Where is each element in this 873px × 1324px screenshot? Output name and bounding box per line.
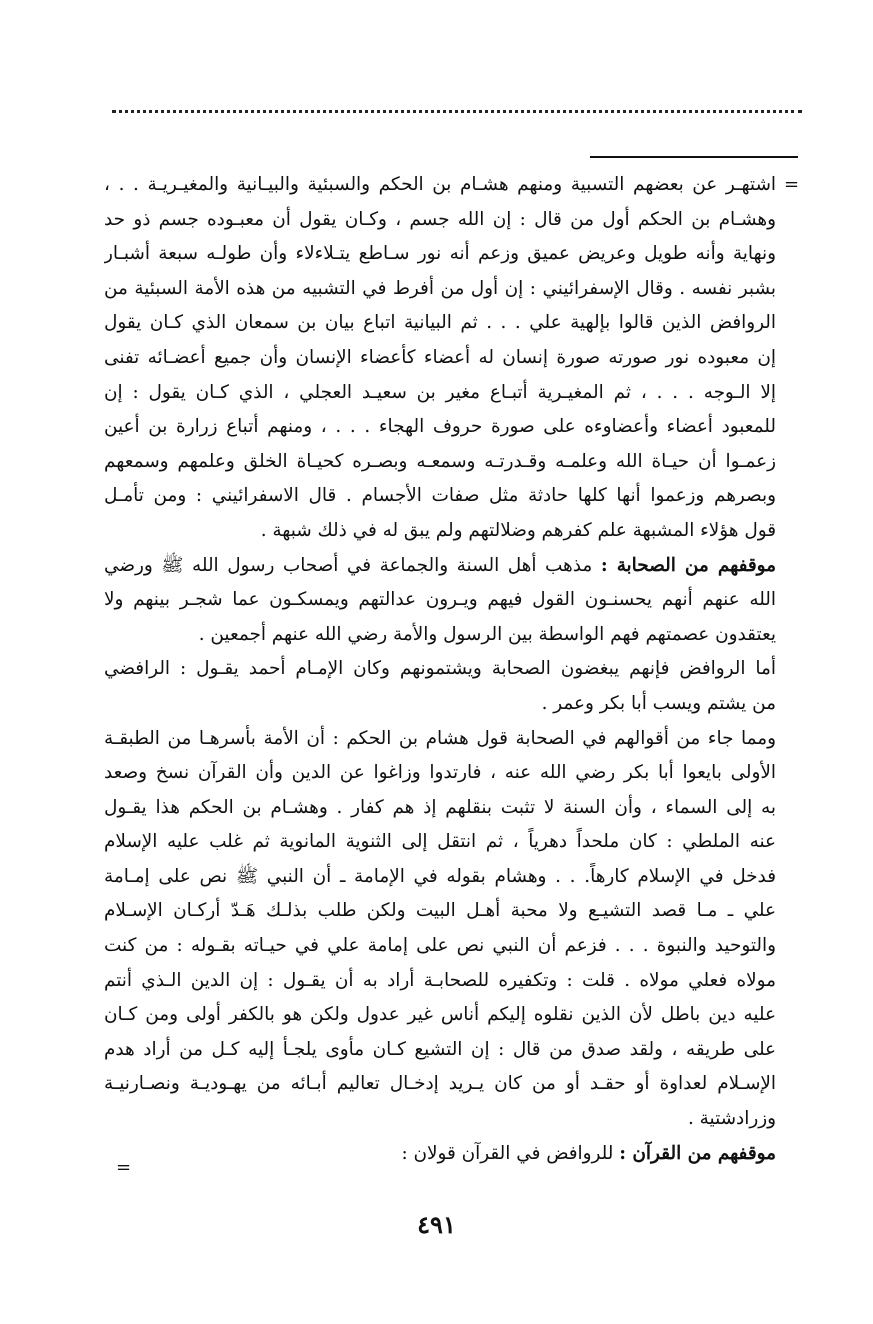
line-text: مذهب أهل السنة والجماعة في أصحاب رسول الله ﷺ ورضي	[104, 554, 601, 576]
section-heading: موقفهم من الصحابة :	[600, 554, 776, 576]
line-text: وزرادشتية .	[687, 1108, 776, 1130]
text-line	[104, 894, 776, 929]
text-line	[104, 168, 776, 203]
line-text: إلا الـوجه . . . ، ثم المغيـرية أتبـاع مغير بن سعيـد العجلي ، الذي كـان يقول : إن	[104, 381, 776, 403]
footnote-body-text	[104, 168, 776, 1171]
text-line	[104, 860, 776, 895]
page-number: ٤٩١	[417, 1210, 456, 1239]
text-line	[104, 756, 776, 791]
line-text: الإسـلام لعداوة أو حقـد أو من كان يـريد إدخـال تعاليم أبـائه من يهـوديـة ونصـارنيـة	[104, 1073, 776, 1095]
text-line	[104, 1067, 776, 1102]
text-line	[104, 652, 776, 687]
text-line	[104, 549, 776, 584]
header-dotted-rule	[112, 110, 802, 133]
line-text: من يشتم ويسب أبا بكر وعمر .	[541, 692, 776, 714]
line-text: وهشـام بن الحكم أول من قال : إن الله جسم ، وكـان يقول أن معبـوده جسم ذو حد	[104, 208, 776, 230]
line-text: الروافض الذين قالوا بإلهية علي . . . ثم البيانية اتباع بيان بن سمعان الذي كـان يقول	[104, 312, 776, 334]
text-line	[104, 376, 776, 411]
continuation-marker-top: =	[784, 174, 800, 195]
line-text: إن معبوده نور صورته صورة إنسان له أعضاء كأعضاء الإنسان وأن جميع أعضـائه تفنى	[104, 346, 776, 368]
line-text: والتوحيد والنبوة . . . فزعم أن النبي نص على إمامة علي في حيـاته بقـوله : من كنت	[104, 935, 776, 957]
text-line	[104, 618, 776, 653]
line-text: مولاه فعلي مولاه . قلت : وتكفيره للصحابـة أراد به أن يقـول : إن الدين الـذي أنتم	[104, 969, 776, 991]
text-line	[104, 272, 776, 307]
text-line	[104, 306, 776, 341]
line-text: عنه الملطي : كان ملحداً دهرياً ، ثم انتقل إلى الثنوية المانوية ثم غلب عليه الإسلام	[104, 831, 776, 853]
line-text: الأولى بايعوا أبا بكر رضي الله عنه ، فارتدوا وزاغوا عن الدين وأن القرآن نسخ وصعد	[104, 762, 776, 784]
text-line	[104, 1102, 776, 1137]
line-text: الله عنهم أنهم يحسنـون القول فيهم ويـرون عدالتهم ويمسكـون عما شجـر بينهم ولا	[104, 589, 776, 611]
text-line	[104, 722, 776, 757]
text-line	[104, 410, 776, 445]
text-line	[104, 583, 776, 618]
line-text: ومما جاء من أقوالهم في الصحابة قول هشام بن الحكم : أن الأمة بأسرهـا من الطبقـة	[104, 727, 776, 749]
text-line	[104, 341, 776, 376]
text-line	[104, 237, 776, 272]
text-line	[104, 998, 776, 1033]
text-line	[104, 445, 776, 480]
text-line	[104, 479, 776, 514]
line-text: زعمـوا أن حيـاة الله وعلمـه وقـدرتـه وسمعـه وبصـره كحيـاة الخلق وعلمهم وسمعهم	[104, 450, 776, 472]
text-line	[104, 687, 776, 722]
line-text: للمعبود أعضاء وأعضاوءه على صورة حروف الهجاء . . . ، ومنهم أتباع زرارة بن أعين	[104, 416, 776, 438]
line-text: وبصرهم وزعموا أنها كلها حادثة مثل صفات الأجسام . قال الاسفرائيني : ومن تأمـل	[104, 485, 776, 507]
line-text: بشبر نفسه . وقال الإسفرائيني : إن أول من أفرط في التشبيه من هذه الأمة السبئية من	[104, 277, 776, 299]
line-text: أما الروافض فإنهم يبغضون الصحابة ويشتمونهم وكان الإمـام أحمد يقـول : الرافضي	[104, 658, 776, 680]
section-heading: موقفهم من القرآن :	[619, 1142, 776, 1164]
text-line	[104, 825, 776, 860]
footnote-separator-rule	[590, 156, 798, 158]
line-text: يعتقدون عصمتهم فهم الواسطة بين الرسول والأمة رضي الله عنهم أجمعين .	[198, 623, 776, 645]
line-text: علي ـ مـا قصد التشيـع ولا محبة أهـل البيت ولكن طلب بذلـك هَـدّ أركـان الإسـلام	[104, 900, 776, 922]
text-line	[104, 929, 776, 964]
continuation-marker-bottom: =	[116, 1157, 132, 1178]
line-text: قول هؤلاء المشبهة علم كفرهم وضلالتهم ولم يبق له في ذلك شبهة .	[260, 519, 776, 541]
text-line	[104, 1033, 776, 1068]
line-text: عليه دين باطل لأن الذين نقلوه إليكم أناس غير عدول ولكن هو بالكفر أولى ومن كـان	[104, 1004, 776, 1026]
text-line	[104, 514, 776, 549]
line-text: على طريقه ، ولقد صدق من قال : إن التشيع كـان مأوى يلجـأ إليه كـل من أراد هدم	[104, 1038, 776, 1060]
text-line	[104, 791, 776, 826]
line-text: به إلى السماء ، وأن السنة لا تثبت بنقلهم إذ هم كفار . وهشـام بن الحكم هذا يقـول	[104, 796, 776, 818]
line-text: ونهاية وأنه طويل وعريض عميق وزعم أنه نور سـاطع يتـلاءلاء وأن طولـه سبعة أشبـار	[104, 243, 776, 265]
line-text: فدخل في الإسلام كارهاً. . . وهشام بقوله في الإمامة ـ أن النبي ﷺ نص على إمـامة	[104, 865, 776, 887]
text-line	[104, 964, 776, 999]
line-text: للروافض في القرآن قولان :	[401, 1142, 620, 1164]
text-line	[104, 203, 776, 238]
text-line	[104, 1137, 776, 1172]
line-text: اشتهـر عن بعضهم التسبية ومنهم هشـام بن الحكم والسبئية والبيـانية والمغيـريـة . . ،	[104, 174, 776, 195]
